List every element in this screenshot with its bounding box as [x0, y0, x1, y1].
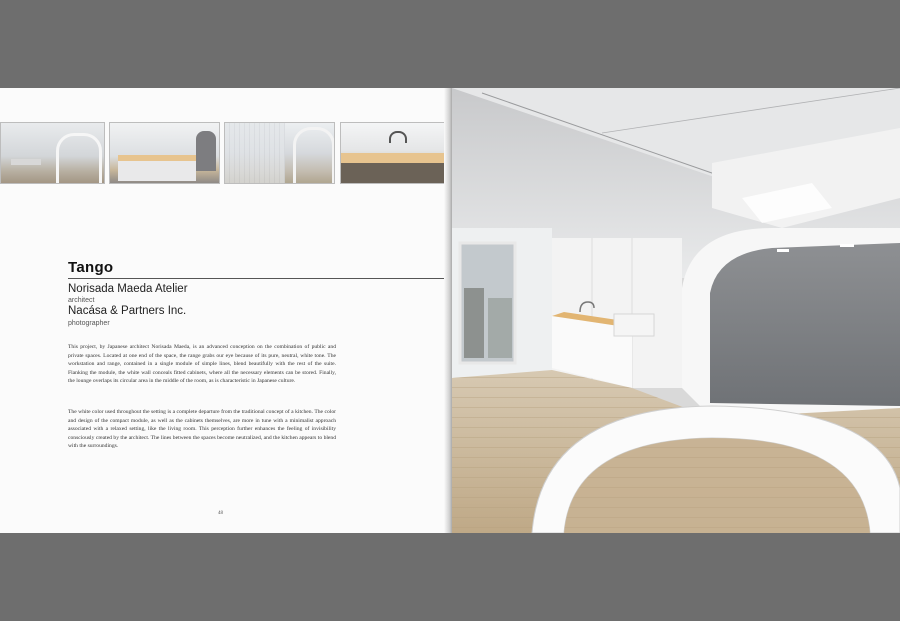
mesh-screen — [710, 243, 900, 406]
thumbnail-photo-1 — [0, 122, 105, 184]
page-number: 48 — [218, 511, 223, 516]
photographer-role: photographer — [68, 320, 110, 327]
left-page — [0, 88, 448, 533]
body-paragraph-2: The white color used throughout the setting is a complete departure from the traditional concept of a kitchen. The color and design of the compact module, as well as the cabinets themselves, are more in tune with a minimalist approach associated with a relaxed setting, like the living room. This perception further enhances the feeling of invisibility consciously created by the architect. The lines between the spaces become neutralized, and the kitchen appears to blend with the surroundings. — [68, 409, 336, 450]
photographer-name: Nacása & Partners Inc. — [68, 305, 187, 317]
book-spread — [0, 88, 900, 533]
interior-photo — [452, 88, 900, 533]
thumbnail-photo-3 — [224, 122, 335, 184]
right-page — [452, 88, 900, 533]
article-title: Tango — [68, 259, 114, 276]
architect-name: Norisada Maeda Atelier — [68, 283, 188, 295]
title-rule — [68, 278, 448, 279]
thumbnail-photo-4 — [340, 122, 450, 184]
thumbnail-photo-2 — [109, 122, 220, 184]
body-paragraph-1: This project, by Japanese architect Norisada Maeda, is an advanced conception on the combination of public and private spaces. Located at one end of the space, the range grabs our eye because of its pure, neutral, white tone. The workstation and range, contained in a single module of simple lines, blend beautifully with the rest of the suite. Flanking the module, the white wall conceals fitted cabinets, where all the necessary elements can be stored. Finally, the lounge overlaps its circular area in the middle of the room, as is characteristic in Japanese culture. — [68, 344, 336, 385]
architect-role: architect — [68, 297, 95, 304]
